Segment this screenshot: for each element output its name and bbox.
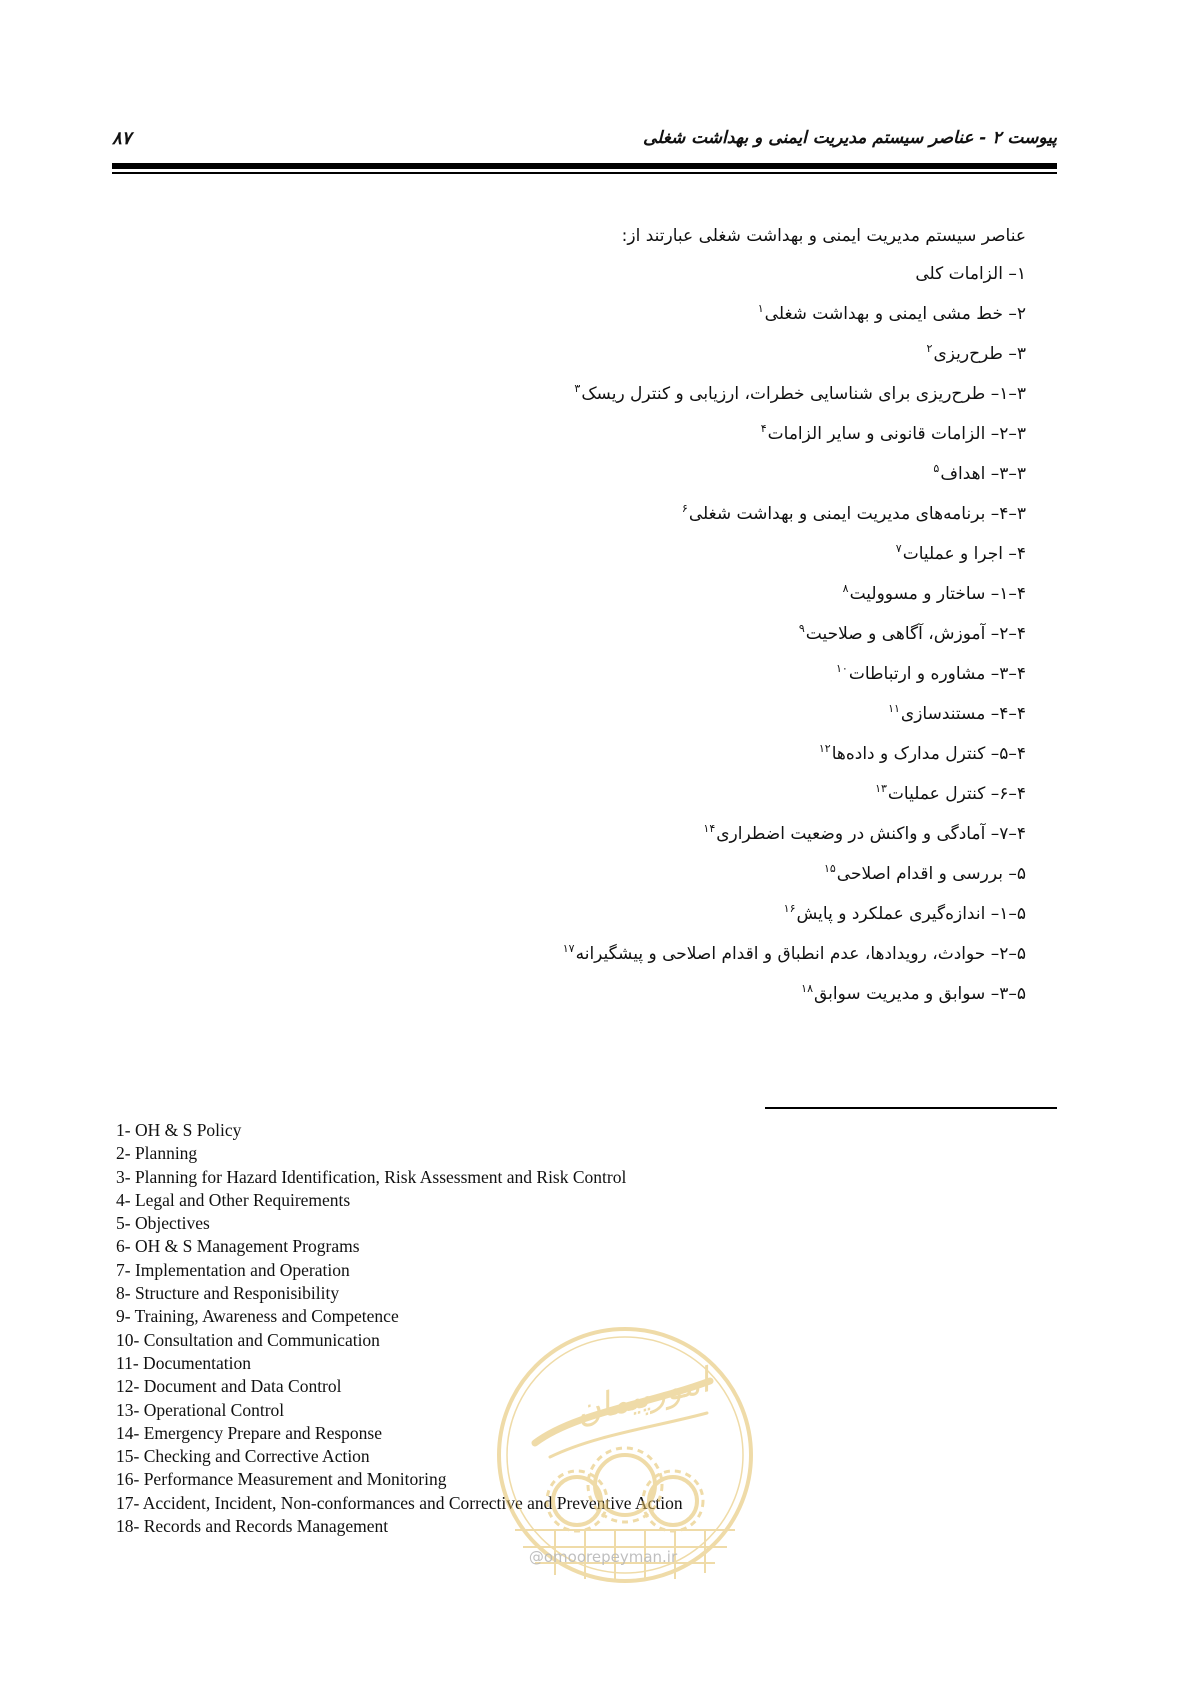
footnote-item: 14- Emergency Prepare and Response <box>116 1422 382 1443</box>
element-item <box>326 734 1026 774</box>
footnote-item: 6- OH & S Management Programs <box>116 1236 360 1257</box>
footnote-item: 1- OH & S Policy <box>116 1120 242 1140</box>
element-item <box>326 854 1026 894</box>
element-item-text: ۴– اجرا و عملیات <box>902 544 1026 564</box>
element-item-text: ۵– بررسی و اقدام اصلاحی <box>836 864 1026 884</box>
footnote-ref: ۱۶ <box>783 902 796 916</box>
intro-text: عناصر سیستم مدیریت ایمنی و بهداشت شغلی عبارتند از: <box>621 226 1026 246</box>
element-item <box>326 654 1026 694</box>
element-item <box>326 294 1026 334</box>
footnote-item: 2- Planning <box>116 1143 198 1164</box>
footnote-ref: ۹ <box>798 622 805 636</box>
footnote-ref: ۱۴ <box>703 822 716 836</box>
footnote-item: 3- Planning for Hazard Identification, Risk Assessment and Risk Control <box>116 1166 627 1187</box>
footnote-ref: ۸ <box>842 582 849 596</box>
footnote-item: 10- Consultation and Communication <box>116 1329 380 1350</box>
element-item <box>326 974 1026 1014</box>
element-item-text: ۴–۳– مشاوره و ارتباطات <box>848 664 1026 684</box>
element-item <box>326 414 1026 454</box>
footnote-item: 7- Implementation and Operation <box>116 1259 350 1280</box>
footnote-item: 17- Accident, Incident, Non-conformances and Corrective and Preventive Action <box>116 1492 683 1513</box>
element-item <box>326 254 1026 294</box>
footnote-item: 13- Operational Control <box>116 1399 285 1420</box>
element-item <box>326 934 1026 974</box>
element-item <box>326 694 1026 734</box>
element-item-text: ۴–۶– کنترل عملیات <box>887 784 1026 804</box>
footnote-item: 12- Document and Data Control <box>116 1376 342 1397</box>
footnote-ref: ۲ <box>926 342 933 356</box>
footnote-ref: ۴ <box>760 422 767 436</box>
element-item-text: ۵–۳– سوابق و مدیریت سوابق <box>814 984 1026 1004</box>
footnote-ref: ۳ <box>574 382 581 396</box>
element-item <box>326 534 1026 574</box>
watermark-logo <box>495 1325 755 1585</box>
footnote-ref: ۱۰ <box>836 662 848 676</box>
footnote-ref: ۱ <box>757 302 764 316</box>
element-item <box>326 894 1026 934</box>
header-rule-thick <box>112 163 1057 169</box>
element-item <box>326 334 1026 374</box>
element-item <box>326 614 1026 654</box>
element-item-text: ۳–۱– طرح‌ریزی برای شناسایی خطرات، ارزیابی و کنترل ریسک <box>581 384 1026 404</box>
footnote-separator <box>765 1107 1057 1109</box>
footnote-item: 4- Legal and Other Requirements <box>116 1189 351 1210</box>
header-rule-thin <box>112 172 1057 174</box>
element-item <box>326 454 1026 494</box>
footnote-ref: ۱۸ <box>801 982 813 996</box>
element-item-text: ۳– طرح‌ریزی <box>933 344 1026 364</box>
footnote-item: 15- Checking and Corrective Action <box>116 1446 370 1467</box>
footnote-ref: ۱۷ <box>562 942 575 956</box>
footnote-item: 18- Records and Records Management <box>116 1516 389 1537</box>
footnote-ref: ۷ <box>895 542 902 556</box>
element-item-text: ۵–۲– حوادث، رویدادها، عدم انطباق و اقدام اصلاحی و پیشگیرانه <box>575 944 1026 964</box>
element-item-text: ۴–۱– ساختار و مسوولیت <box>849 584 1026 604</box>
footnote-ref: ۱۵ <box>823 862 836 876</box>
page-number: ۸۷ <box>112 128 132 149</box>
element-item <box>326 774 1026 814</box>
element-item-text: ۳–۲– الزامات قانونی و سایر الزامات <box>767 424 1026 444</box>
logo-text: امورپیمان <box>571 1360 714 1433</box>
main-content <box>326 218 1026 1014</box>
element-item-text: ۴–۷– آمادگی و واکنش در وضعیت اضطراری <box>716 824 1026 844</box>
element-item-text: ۵–۱– اندازه‌گیری عملکرد و پایش <box>796 904 1026 924</box>
footnote-ref: ۵ <box>933 462 940 476</box>
element-item <box>326 814 1026 854</box>
footnote-ref: ۱۳ <box>875 782 887 796</box>
footnote-item: 5- Objectives <box>116 1213 210 1234</box>
footnote-item: 11- Documentation <box>116 1352 251 1373</box>
footnote-ref: ۱۱ <box>888 702 900 716</box>
header-title: پیوست ۲ - عناصر سیستم مدیریت ایمنی و بهداشت شغلی <box>642 128 1057 148</box>
element-item-text: ۴–۵– کنترل مدارک و داده‌ها <box>831 744 1026 764</box>
element-item <box>326 374 1026 414</box>
page-header <box>112 128 1057 156</box>
element-item-text: ۲– خط مشی ایمنی و بهداشت شغلی <box>764 304 1026 324</box>
element-item-text: ۴–۴– مستندسازی <box>900 704 1026 724</box>
footnote-ref: ۶ <box>681 502 688 516</box>
element-item-text: ۴–۲– آموزش، آگاهی و صلاحیت <box>805 624 1026 644</box>
element-item <box>326 574 1026 614</box>
element-item-text: ۳–۳– اهداف <box>940 464 1026 484</box>
gear-icon <box>649 1477 697 1525</box>
footnote-item: 16- Performance Measurement and Monitoring <box>116 1469 447 1490</box>
footnote-item: 9- Training, Awareness and Competence <box>116 1306 399 1327</box>
element-item <box>326 494 1026 534</box>
element-item-text: ۳–۴– برنامه‌های مدیریت ایمنی و بهداشت شغلی <box>688 504 1026 524</box>
element-item-text: ۱– الزامات کلی <box>915 264 1026 284</box>
footnote-item: 8- Structure and Responisibility <box>116 1283 340 1304</box>
watermark-url: @omoorepeyman.ir <box>528 1548 678 1566</box>
footnote-ref: ۱۲ <box>818 742 831 756</box>
